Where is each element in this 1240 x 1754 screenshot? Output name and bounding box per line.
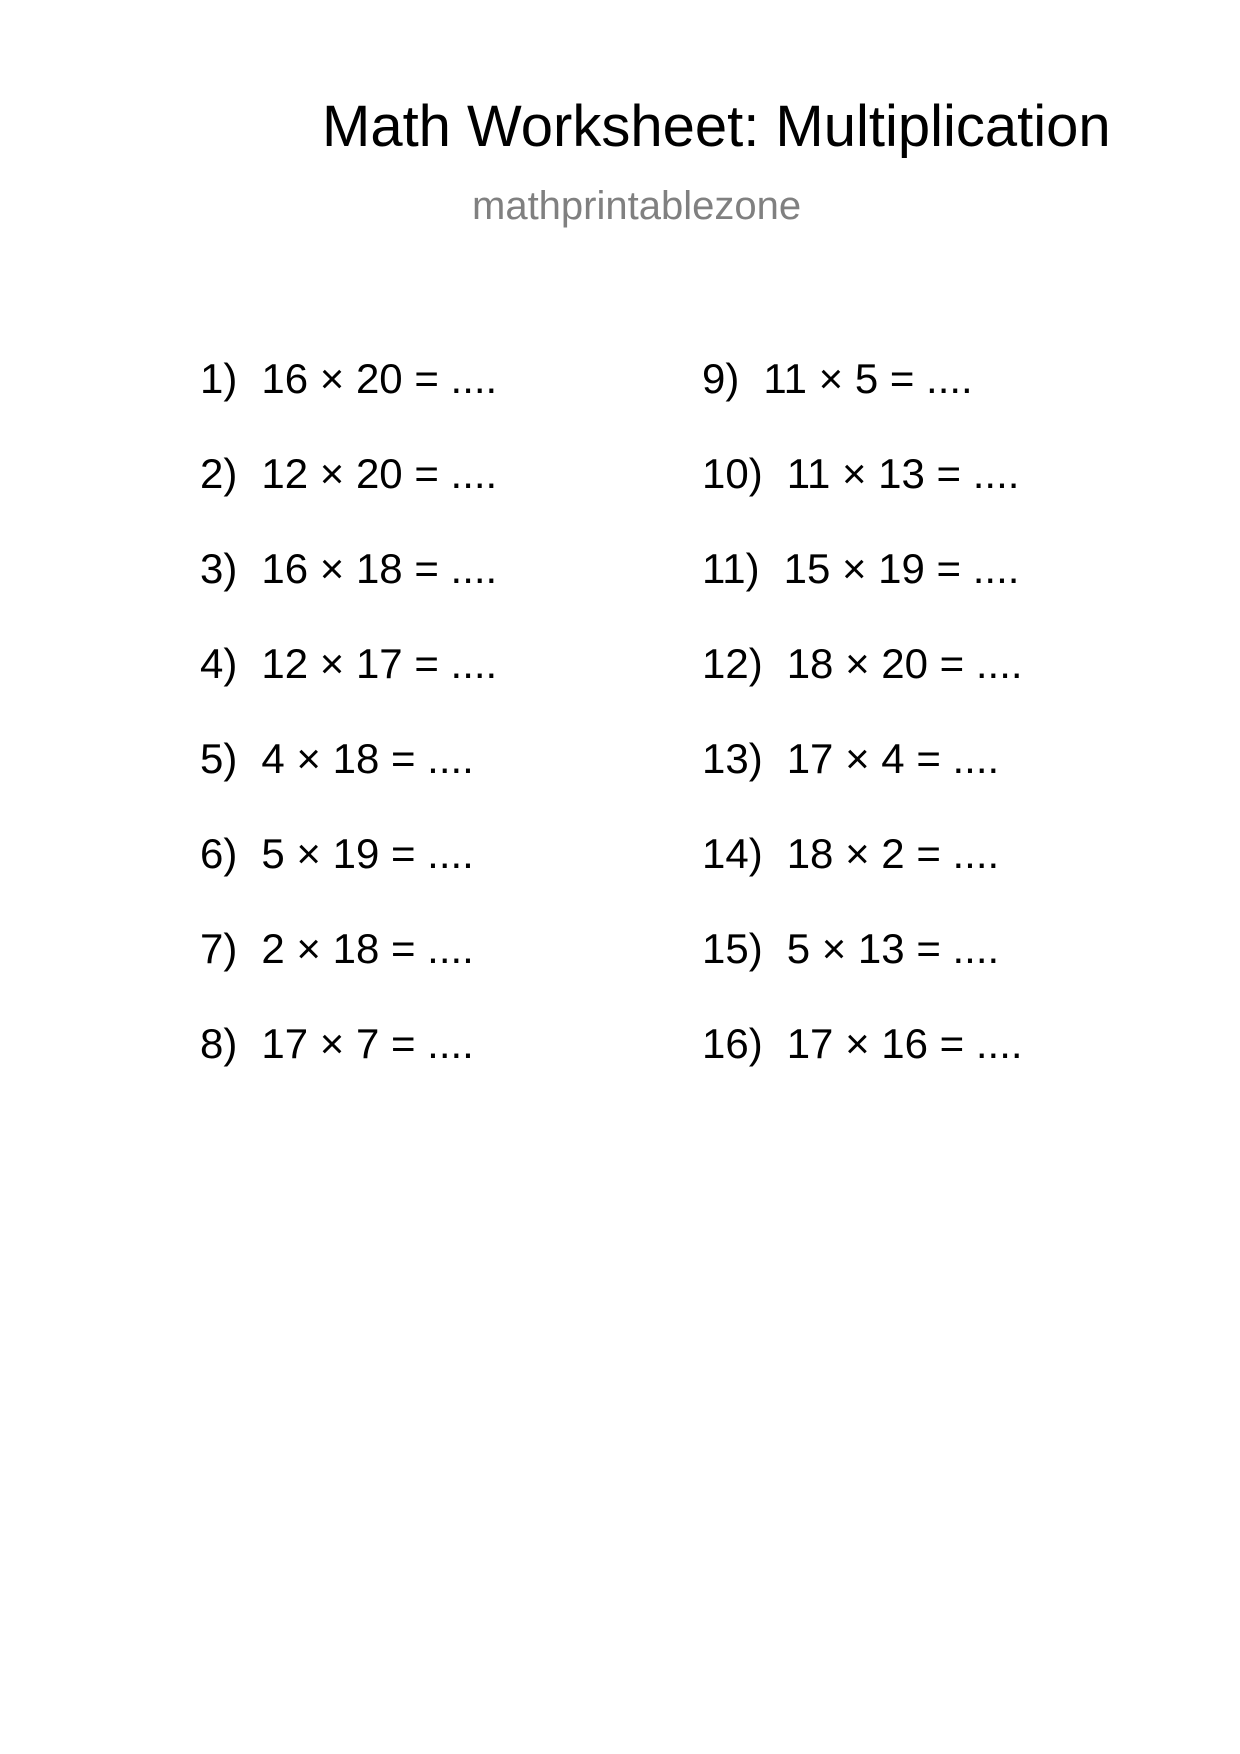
problem-expression: 5 × 19 = .... xyxy=(261,830,474,877)
problem-number: 1) xyxy=(200,355,238,402)
problem-number: 10) xyxy=(702,450,763,497)
problem-item xyxy=(702,1020,1023,1067)
problem-number: 3) xyxy=(200,545,238,592)
problem-number: 12) xyxy=(702,640,763,687)
problem-expression: 4 × 18 = .... xyxy=(261,735,474,782)
problem-item xyxy=(200,450,498,497)
worksheet-subtitle: mathprintablezone xyxy=(472,184,802,228)
problem-number: 9) xyxy=(702,355,740,402)
problem-item xyxy=(702,450,1020,497)
problem-item xyxy=(702,830,1000,877)
problem-item xyxy=(200,1020,474,1067)
problem-number: 2) xyxy=(200,450,238,497)
problem-item xyxy=(200,355,498,402)
problem-expression: 18 × 2 = .... xyxy=(786,830,1000,877)
problem-expression: 17 × 4 = .... xyxy=(786,735,1000,782)
problem-item xyxy=(200,735,474,782)
problem-item xyxy=(200,545,498,592)
problem-expression: 16 × 20 = .... xyxy=(261,355,498,402)
problem-expression: 11 × 5 = .... xyxy=(763,355,973,402)
problem-number: 15) xyxy=(702,925,763,972)
problem-expression: 15 × 19 = .... xyxy=(783,545,1020,592)
problem-expression: 5 × 13 = .... xyxy=(786,925,1000,972)
problem-item xyxy=(200,640,498,687)
problem-item xyxy=(702,925,1000,972)
problem-expression: 12 × 20 = .... xyxy=(261,450,498,497)
problem-item xyxy=(702,735,1000,782)
problem-expression: 17 × 7 = .... xyxy=(261,1020,474,1067)
problem-item xyxy=(702,545,1020,592)
problem-expression: 12 × 17 = .... xyxy=(261,640,498,687)
problem-expression: 17 × 16 = .... xyxy=(786,1020,1023,1067)
problem-number: 11) xyxy=(702,545,760,592)
problem-number: 8) xyxy=(200,1020,238,1067)
problem-item xyxy=(200,830,474,877)
problem-item xyxy=(200,925,474,972)
problem-expression: 16 × 18 = .... xyxy=(261,545,498,592)
problem-expression: 2 × 18 = .... xyxy=(261,925,474,972)
problem-number: 13) xyxy=(702,735,763,782)
problem-number: 14) xyxy=(702,830,763,877)
problem-expression: 18 × 20 = .... xyxy=(786,640,1023,687)
problem-expression: 11 × 13 = .... xyxy=(786,450,1020,497)
problem-item xyxy=(702,640,1023,687)
problem-number: 16) xyxy=(702,1020,763,1067)
problem-number: 4) xyxy=(200,640,238,687)
worksheet-title: Math Worksheet: Multiplication xyxy=(322,94,1111,159)
problem-item xyxy=(702,355,973,402)
problem-number: 5) xyxy=(200,735,238,782)
problem-number: 6) xyxy=(200,830,238,877)
problem-number: 7) xyxy=(200,925,238,972)
